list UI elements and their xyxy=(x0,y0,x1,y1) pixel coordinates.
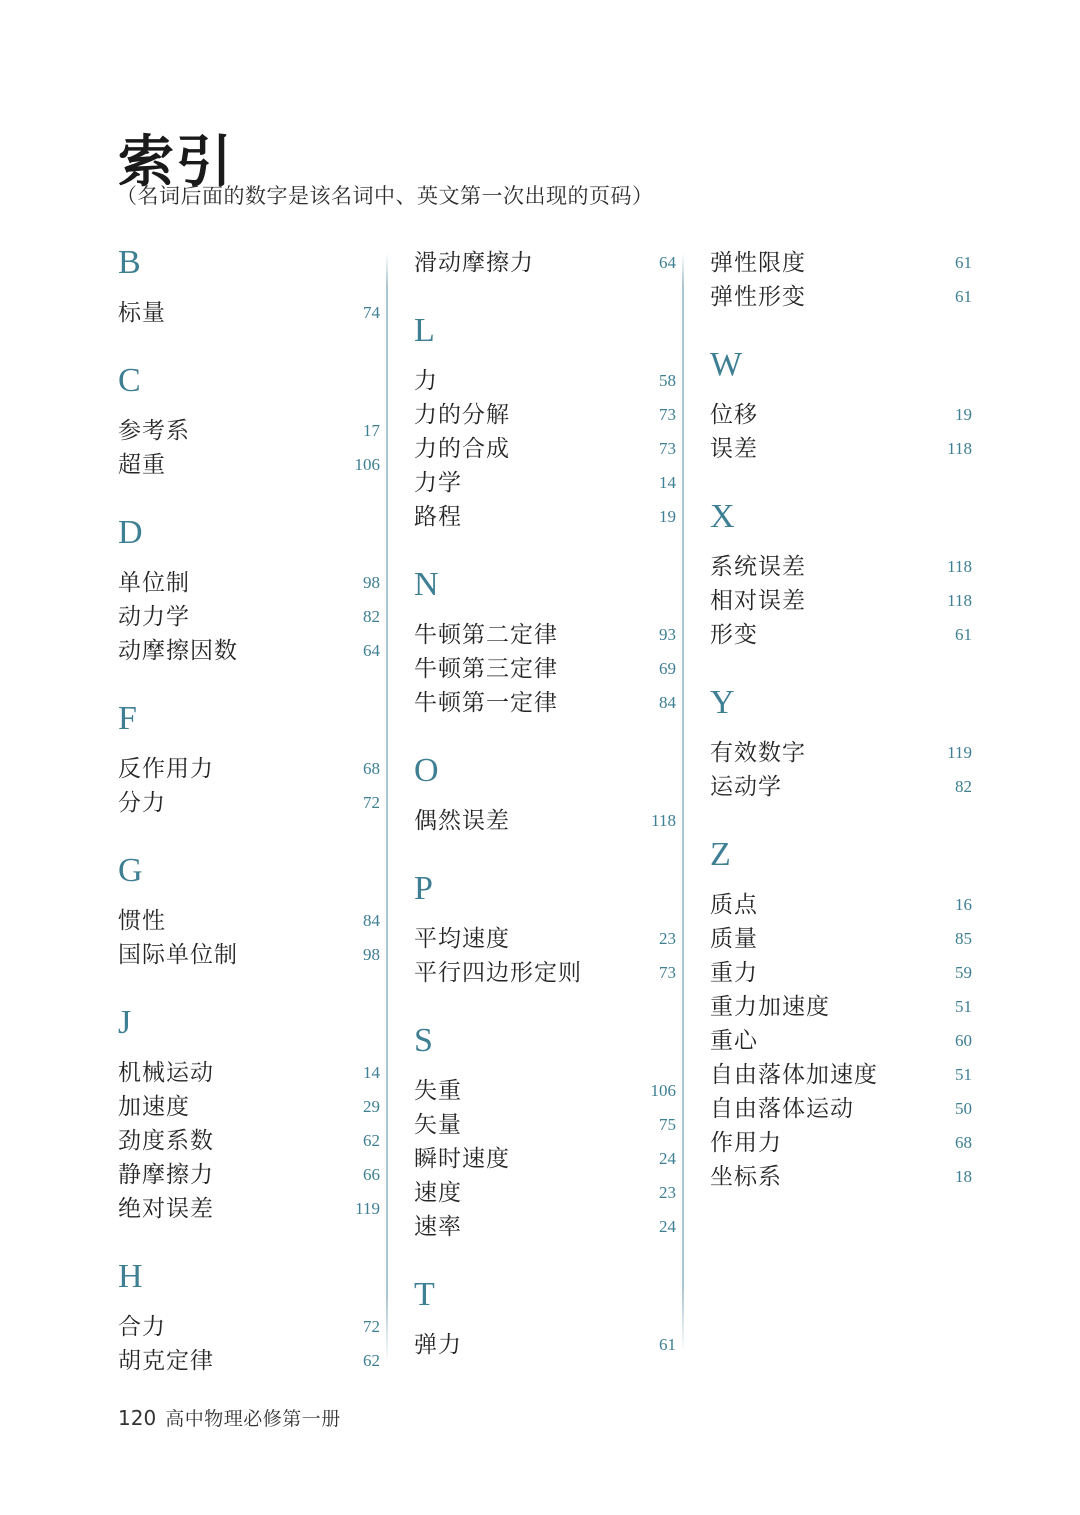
index-entry-page-number: 60 xyxy=(955,1031,972,1050)
index-entry-page-number: 68 xyxy=(955,1133,972,1152)
page-footer xyxy=(118,1404,341,1431)
index-columns xyxy=(0,244,1080,1373)
index-entry[interactable] xyxy=(710,922,972,956)
index-entry-term: 重力 xyxy=(710,960,758,985)
index-entry-term: 速率 xyxy=(414,1214,462,1239)
index-entry-page-number: 23 xyxy=(659,929,676,948)
index-section-w xyxy=(710,348,972,466)
index-entry[interactable] xyxy=(710,888,972,922)
section-letter: S xyxy=(414,1022,434,1059)
index-entry-page-number: 66 xyxy=(363,1165,380,1184)
index-entry-term: 系统误差 xyxy=(710,554,806,579)
index-entry-term: 力学 xyxy=(414,470,462,495)
index-column-1 xyxy=(118,244,380,1373)
index-entry-page-number: 93 xyxy=(659,625,676,644)
index-entry-term: 瞬时速度 xyxy=(414,1146,510,1171)
index-entry[interactable] xyxy=(710,280,972,314)
index-entry[interactable] xyxy=(710,618,972,652)
index-entry[interactable] xyxy=(414,618,676,652)
index-entry-term: 绝对误差 xyxy=(118,1196,214,1221)
section-letter: D xyxy=(118,514,144,551)
section-letter: B xyxy=(118,244,142,281)
footer-page-number: 120 xyxy=(118,1406,157,1430)
index-entry[interactable] xyxy=(710,246,972,280)
section-letter: G xyxy=(118,852,144,889)
index-entry-term: 超重 xyxy=(118,452,166,477)
index-entry-term: 力的分解 xyxy=(414,402,510,427)
index-entry-term: 失重 xyxy=(414,1078,462,1103)
index-entry[interactable] xyxy=(414,1074,676,1108)
index-entry[interactable] xyxy=(118,938,380,972)
index-entry[interactable] xyxy=(710,1058,972,1092)
index-entry-page-number: 98 xyxy=(363,945,380,964)
index-entry-page-number: 62 xyxy=(363,1351,380,1370)
index-entry[interactable] xyxy=(118,1310,380,1344)
index-entry[interactable] xyxy=(710,550,972,584)
index-entry-term: 动力学 xyxy=(118,604,190,629)
index-column-2 xyxy=(414,246,676,1366)
section-letter: P xyxy=(414,870,434,907)
index-entry-term: 形变 xyxy=(710,622,758,647)
index-entry-term: 力 xyxy=(414,368,438,393)
index-entry-term: 静摩擦力 xyxy=(118,1162,214,1187)
index-column-3 xyxy=(710,246,972,1366)
index-entry-page-number: 106 xyxy=(354,455,380,474)
section-letter: T xyxy=(414,1276,436,1313)
index-entry-page-number: 73 xyxy=(659,439,676,458)
index-entry-term: 弹力 xyxy=(414,1332,462,1357)
index-entry[interactable] xyxy=(710,584,972,618)
index-entry[interactable] xyxy=(118,448,380,482)
index-entry-term: 质量 xyxy=(710,926,758,951)
index-entry[interactable] xyxy=(710,956,972,990)
index-entry-term: 牛顿第二定律 xyxy=(414,622,558,647)
index-entry-page-number: 84 xyxy=(363,911,380,930)
index-entry[interactable] xyxy=(710,1126,972,1160)
index-entry-term: 合力 xyxy=(118,1314,166,1339)
index-entry-page-number: 16 xyxy=(955,895,972,914)
index-entry[interactable] xyxy=(414,804,676,838)
index-entry-term: 滑动摩擦力 xyxy=(414,250,534,275)
index-entry-page-number: 29 xyxy=(363,1097,380,1116)
index-entry[interactable] xyxy=(118,1124,380,1158)
index-entry-term: 牛顿第一定律 xyxy=(414,690,558,715)
index-entry[interactable] xyxy=(414,686,676,720)
page-subtitle: （名词后面的数字是该名词中、英文第一次出现的页码） xyxy=(116,184,654,208)
index-entry[interactable] xyxy=(118,634,380,668)
index-entry-page-number: 106 xyxy=(650,1081,676,1100)
column-divider-1 xyxy=(386,253,388,1363)
index-entry[interactable] xyxy=(414,398,676,432)
index-section-j xyxy=(118,1006,380,1226)
index-section-continued xyxy=(414,246,676,280)
index-section-n xyxy=(414,568,676,720)
index-entry[interactable] xyxy=(710,432,972,466)
index-entry-page-number: 98 xyxy=(363,573,380,592)
index-entry-page-number: 73 xyxy=(659,963,676,982)
index-entry-page-number: 19 xyxy=(659,507,676,526)
index-section-o xyxy=(414,754,676,838)
index-entry-term: 误差 xyxy=(710,436,758,461)
index-entry[interactable] xyxy=(118,600,380,634)
index-entry-term: 质点 xyxy=(710,892,758,917)
index-section-g xyxy=(118,854,380,972)
index-entry-page-number: 82 xyxy=(363,607,380,626)
index-entry[interactable] xyxy=(414,466,676,500)
index-entry-page-number: 118 xyxy=(651,811,676,830)
index-entry-term: 自由落体加速度 xyxy=(710,1062,878,1087)
footer-book-title: 高中物理必修第一册 xyxy=(165,1409,341,1430)
index-entry-page-number: 50 xyxy=(955,1099,972,1118)
section-letter: O xyxy=(414,752,440,789)
index-entry-term: 动摩擦因数 xyxy=(118,638,238,663)
index-entry-term: 参考系 xyxy=(118,418,190,443)
index-entry[interactable] xyxy=(414,956,676,990)
index-entry-page-number: 62 xyxy=(363,1131,380,1150)
index-entry-term: 相对误差 xyxy=(710,588,806,613)
index-entry-term: 惯性 xyxy=(118,908,166,933)
column-divider-2 xyxy=(682,253,684,1353)
index-entry-page-number: 118 xyxy=(947,439,972,458)
index-entry-term: 劲度系数 xyxy=(118,1128,214,1153)
page-title: 索引 xyxy=(118,129,234,195)
index-entry-term: 反作用力 xyxy=(118,756,214,781)
index-entry[interactable] xyxy=(118,296,380,330)
index-entry[interactable] xyxy=(414,1176,676,1210)
index-entry-page-number: 118 xyxy=(947,557,972,576)
index-entry-page-number: 51 xyxy=(955,1065,972,1084)
index-entry[interactable] xyxy=(118,566,380,600)
index-section-l xyxy=(414,314,676,534)
index-entry-page-number: 119 xyxy=(355,1199,380,1218)
index-entry-page-number: 59 xyxy=(955,963,972,982)
index-section-h xyxy=(118,1260,380,1378)
index-entry-term: 平均速度 xyxy=(414,926,510,951)
index-entry-page-number: 61 xyxy=(659,1335,676,1354)
index-entry-page-number: 61 xyxy=(955,625,972,644)
index-entry-page-number: 24 xyxy=(659,1217,676,1236)
index-entry[interactable] xyxy=(414,922,676,956)
index-entry[interactable] xyxy=(414,500,676,534)
index-entry-page-number: 72 xyxy=(363,1317,380,1336)
index-entry[interactable] xyxy=(118,786,380,820)
index-entry[interactable] xyxy=(414,1142,676,1176)
index-entry[interactable] xyxy=(414,1210,676,1244)
index-entry[interactable] xyxy=(710,990,972,1024)
index-entry-page-number: 82 xyxy=(955,777,972,796)
index-section-d xyxy=(118,516,380,668)
index-entry[interactable] xyxy=(118,752,380,786)
index-entry-page-number: 68 xyxy=(363,759,380,778)
index-entry-term: 机械运动 xyxy=(118,1060,214,1085)
section-letter: W xyxy=(710,346,743,383)
index-entry[interactable] xyxy=(710,398,972,432)
index-entry-term: 作用力 xyxy=(710,1130,782,1155)
index-entry-page-number: 51 xyxy=(955,997,972,1016)
index-entry-term: 加速度 xyxy=(118,1094,190,1119)
index-entry-page-number: 74 xyxy=(363,303,380,322)
index-section-continued xyxy=(710,246,972,314)
index-entry-page-number: 85 xyxy=(955,929,972,948)
index-entry[interactable] xyxy=(118,414,380,448)
section-letter: H xyxy=(118,1258,144,1295)
index-entry-page-number: 17 xyxy=(363,421,380,440)
index-entry-page-number: 75 xyxy=(659,1115,676,1134)
index-entry-term: 矢量 xyxy=(414,1112,462,1137)
index-entry[interactable] xyxy=(414,1108,676,1142)
index-section-s xyxy=(414,1024,676,1244)
index-entry-page-number: 69 xyxy=(659,659,676,678)
index-entry[interactable] xyxy=(118,904,380,938)
index-entry-page-number: 61 xyxy=(955,287,972,306)
index-entry[interactable] xyxy=(710,770,972,804)
index-entry-page-number: 72 xyxy=(363,793,380,812)
index-entry-term: 运动学 xyxy=(710,774,782,799)
section-letter: C xyxy=(118,362,142,399)
index-entry[interactable] xyxy=(710,1024,972,1058)
index-section-z xyxy=(710,838,972,1194)
index-section-f xyxy=(118,702,380,820)
index-entry-page-number: 23 xyxy=(659,1183,676,1202)
index-entry-page-number: 119 xyxy=(947,743,972,762)
index-entry-term: 国际单位制 xyxy=(118,942,238,967)
index-entry[interactable] xyxy=(414,652,676,686)
index-entry-page-number: 19 xyxy=(955,405,972,424)
index-entry-term: 胡克定律 xyxy=(118,1348,214,1373)
index-entry-term: 标量 xyxy=(118,300,166,325)
index-entry[interactable] xyxy=(414,432,676,466)
section-letter: X xyxy=(710,498,736,535)
index-entry-term: 弹性限度 xyxy=(710,250,806,275)
index-entry-page-number: 118 xyxy=(947,591,972,610)
index-entry-term: 重力加速度 xyxy=(710,994,830,1019)
index-entry-page-number: 64 xyxy=(659,253,676,272)
index-entry[interactable] xyxy=(710,1160,972,1194)
index-entry-term: 分力 xyxy=(118,790,166,815)
section-letter: Y xyxy=(710,684,736,721)
section-letter: J xyxy=(118,1004,132,1041)
index-entry[interactable] xyxy=(710,736,972,770)
section-letter: Z xyxy=(710,836,732,873)
index-entry-page-number: 14 xyxy=(659,473,676,492)
index-entry[interactable] xyxy=(118,1344,380,1378)
index-entry[interactable] xyxy=(118,1090,380,1124)
index-entry-term: 速度 xyxy=(414,1180,462,1205)
index-entry-term: 牛顿第三定律 xyxy=(414,656,558,681)
index-entry[interactable] xyxy=(710,1092,972,1126)
index-entry[interactable] xyxy=(118,1192,380,1226)
index-entry-term: 单位制 xyxy=(118,570,190,595)
index-entry-term: 弹性形变 xyxy=(710,284,806,309)
index-entry-term: 力的合成 xyxy=(414,436,510,461)
index-entry-term: 坐标系 xyxy=(710,1164,782,1189)
index-entry-page-number: 24 xyxy=(659,1149,676,1168)
index-entry[interactable] xyxy=(118,1056,380,1090)
index-section-b xyxy=(118,246,380,330)
index-section-t xyxy=(414,1278,676,1362)
index-entry-term: 位移 xyxy=(710,402,758,427)
index-entry-term: 有效数字 xyxy=(710,740,806,765)
index-entry-term: 偶然误差 xyxy=(414,808,510,833)
section-letter: F xyxy=(118,700,138,737)
index-entry[interactable] xyxy=(414,364,676,398)
index-entry[interactable] xyxy=(414,1328,676,1362)
section-letter: L xyxy=(414,312,436,349)
index-entry[interactable] xyxy=(118,1158,380,1192)
index-section-p xyxy=(414,872,676,990)
index-entry-term: 重心 xyxy=(710,1028,758,1053)
index-entry-term: 平行四边形定则 xyxy=(414,960,582,985)
index-entry-term: 路程 xyxy=(414,504,462,529)
index-entry-page-number: 58 xyxy=(659,371,676,390)
index-entry-page-number: 73 xyxy=(659,405,676,424)
index-entry-page-number: 18 xyxy=(955,1167,972,1186)
index-entry[interactable] xyxy=(414,246,676,280)
index-entry-page-number: 61 xyxy=(955,253,972,272)
index-entry-page-number: 64 xyxy=(363,641,380,660)
index-section-y xyxy=(710,686,972,804)
index-section-c xyxy=(118,364,380,482)
index-entry-page-number: 84 xyxy=(659,693,676,712)
index-entry-term: 自由落体运动 xyxy=(710,1096,854,1121)
index-entry-page-number: 14 xyxy=(363,1063,380,1082)
section-letter: N xyxy=(414,566,440,603)
index-section-x xyxy=(710,500,972,652)
